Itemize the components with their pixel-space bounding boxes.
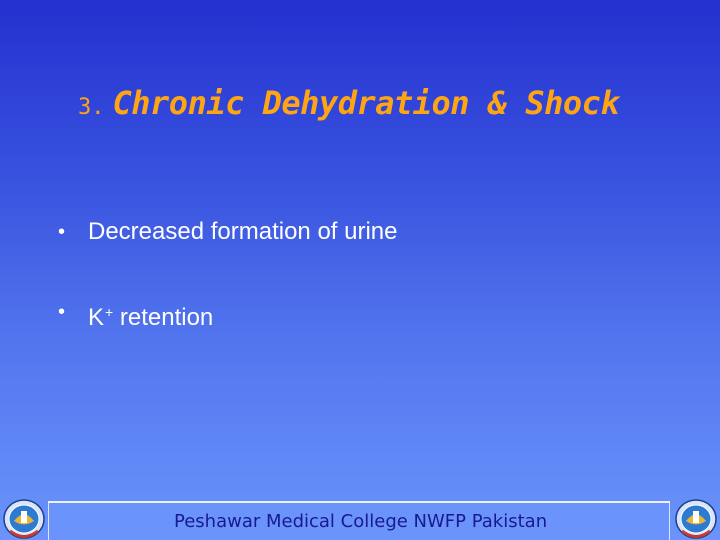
bullet-text: Decreased formation of urine [88,218,398,245]
slide-title [78,84,619,122]
footer-text: Peshawar Medical College NWFP Pakistan [174,511,548,532]
college-seal-logo-icon [674,498,718,540]
footer-bar [48,501,670,540]
bullet-dot: • [58,301,66,323]
title-text: Chronic Dehydration & Shock [112,84,620,122]
bullet-dot: • [58,221,66,243]
bullet-item-urine [58,212,398,252]
bullet-list [58,212,398,332]
college-seal-logo-icon [2,498,46,540]
bullet-text-after: retention [113,304,214,331]
bullet-superscript: + [105,304,114,320]
title-number: 3. [78,95,105,120]
bullet-text: K [88,304,105,331]
bullet-item-potassium [58,292,398,332]
